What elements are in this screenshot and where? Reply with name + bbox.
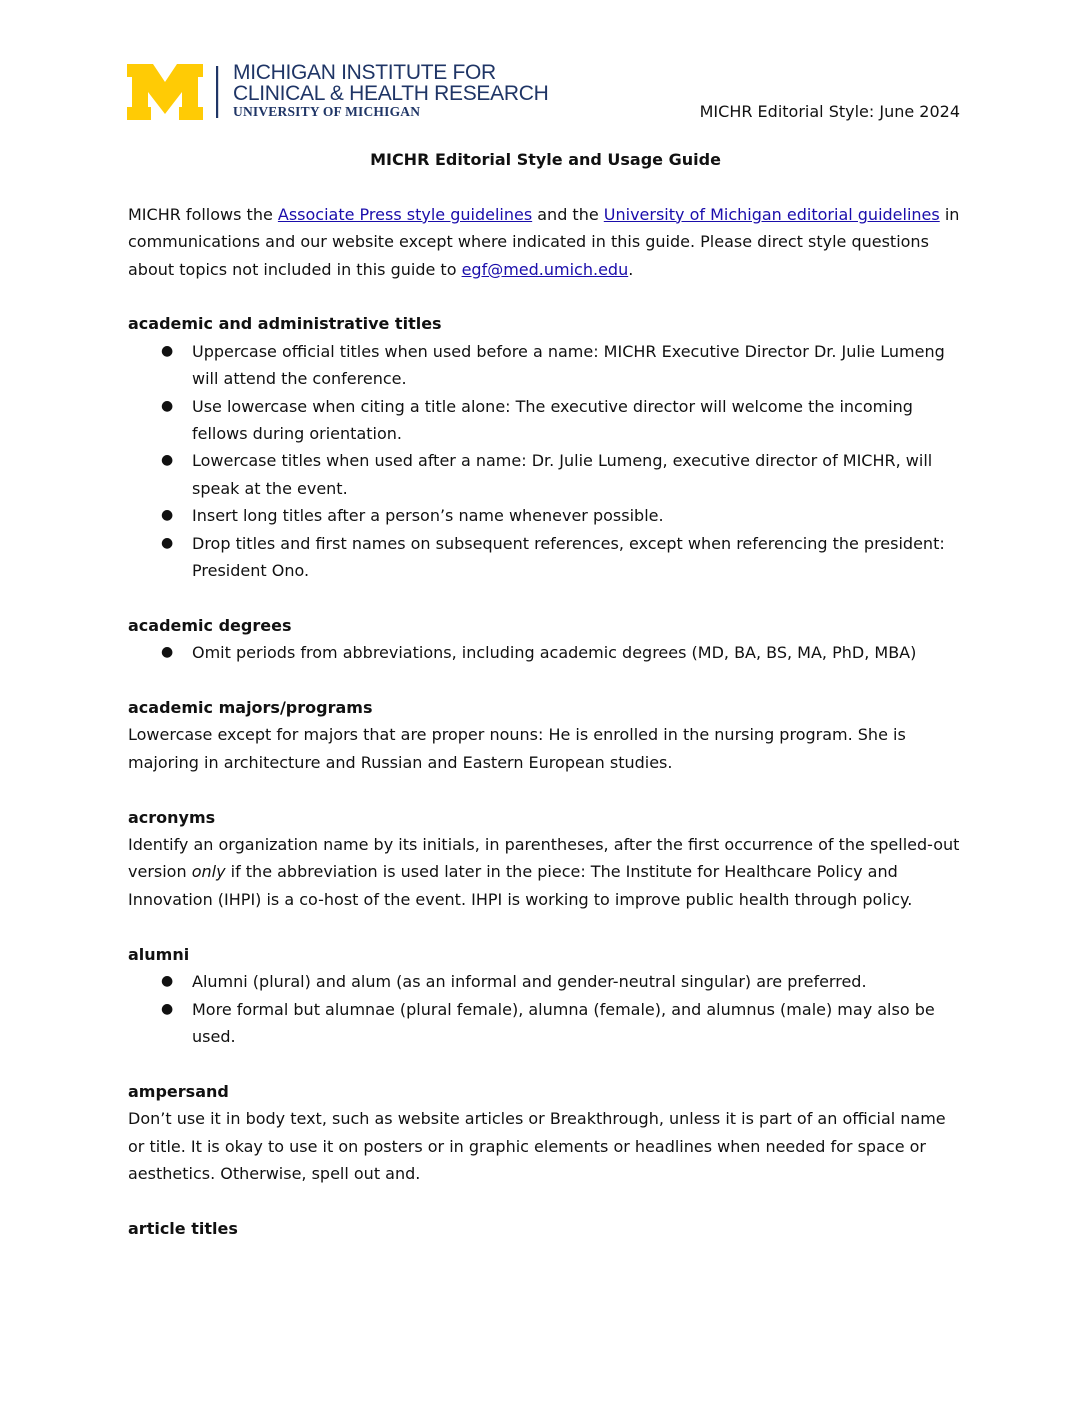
list-item: [128, 968, 963, 995]
acronyms-text-2: if the abbreviation is used later in the piece: The Institute for Healthcare Policy and Innovation (IHPI) is a co-host of the event. IHPI is working to improve public health through policy.: [128, 862, 913, 909]
list-item: [128, 530, 963, 585]
bullet-icon: ●: [161, 397, 174, 414]
section-heading-alumni: alumni: [128, 944, 190, 964]
bullet-icon: ●: [161, 452, 174, 469]
list-item-text: Insert long titles after a person’s name whenever possible.: [192, 506, 664, 526]
page-title: MICHR Editorial Style and Usage Guide: [370, 150, 721, 169]
list-item-text: Use lowercase when citing a title alone: The executive director will welcome the incoming fellows during orientation.: [192, 396, 913, 444]
intro-text-4: .: [628, 259, 634, 279]
logo-divider: [216, 66, 218, 118]
acronyms-text-1: Identify an organization name by its initials, in parentheses, after the first occurrence of the spelled-out version: [128, 835, 960, 882]
acronyms-emphasis: only: [191, 862, 226, 882]
section-heading-ampersand: ampersand: [128, 1081, 229, 1101]
alumni-list: [128, 968, 963, 1050]
list-item-text: Drop titles and first names on subsequent references, except when referencing the president: President Ono.: [192, 533, 945, 581]
list-item-text: Uppercase official titles when used before a name: MICHR Executive Director Dr. Julie Lumeng will attend the conference.: [192, 341, 945, 389]
bullet-icon: ●: [161, 644, 174, 661]
intro-text-1: MICHR follows the: [128, 204, 278, 224]
bullet-icon: ●: [161, 507, 174, 524]
ampersand-body: Don’t use it in body text, such as website articles or Breakthrough, unless it is part of an official name or title. It is okay to use it on posters or in graphic elements or headlines when needed for space or aesthetics. Otherwise, spell out and.: [128, 1109, 946, 1183]
list-item: [128, 338, 963, 393]
bullet-icon: ●: [161, 342, 174, 359]
section-heading-titles: academic and administrative titles: [128, 314, 442, 334]
bullet-icon: ●: [161, 973, 174, 990]
document-body: [128, 146, 963, 1242]
list-item-text: Alumni (plural) and alum (as an informal and gender-neutral singular) are preferred.: [192, 972, 867, 992]
bullet-icon: ●: [161, 1000, 174, 1017]
wordmark-line-1: MICHIGAN INSTITUTE FOR: [233, 61, 496, 84]
titles-list: [128, 338, 963, 585]
list-item: [128, 639, 963, 666]
section-heading-degrees: academic degrees: [128, 615, 292, 635]
umich-guidelines-link[interactable]: University of Michigan editorial guidelines: [603, 204, 940, 224]
intro-text-2: and the: [532, 204, 604, 224]
intro-text-3: in communications and our website except where indicated in this guide. Please direct style questions about topics not included in this guide to: [128, 204, 960, 279]
section-heading-acronyms: acronyms: [128, 807, 216, 827]
section-heading-article-titles: article titles: [128, 1218, 238, 1238]
ap-style-link[interactable]: Associate Press style guidelines: [277, 204, 533, 224]
degrees-list: [128, 639, 963, 666]
list-item: [128, 393, 963, 448]
list-item: [128, 996, 963, 1051]
block-m-icon: [127, 64, 203, 120]
acronyms-body: [128, 831, 963, 913]
edition-label: MICHR Editorial Style: June 2024: [699, 102, 960, 121]
majors-body: Lowercase except for majors that are proper nouns: He is enrolled in the nursing program. She is majoring in architecture and Russian and Eastern European studies.: [128, 725, 906, 772]
section-heading-majors: academic majors/programs: [128, 698, 373, 718]
list-item: [128, 502, 963, 529]
list-item-text: Lowercase titles when used after a name: Dr. Julie Lumeng, executive director of MICHR, will speak at the event.: [192, 451, 933, 498]
wordmark-line-2: CLINICAL & HEALTH RESEARCH: [233, 82, 549, 105]
intro-paragraph: [128, 201, 963, 283]
wordmark-university: UNIVERSITY OF MICHIGAN: [233, 104, 421, 119]
bullet-icon: ●: [161, 534, 174, 551]
list-item-text: More formal but alumnae (plural female), alumna (female), and alumnus (male) may also be used.: [192, 999, 935, 1046]
list-item: [128, 447, 963, 502]
list-item-text: Omit periods from abbreviations, including academic degrees (MD, BA, BS, MA, PhD, MBA): [192, 643, 917, 663]
email-link[interactable]: egf@med.umich.edu: [461, 259, 629, 279]
institute-wordmark: [233, 62, 548, 120]
